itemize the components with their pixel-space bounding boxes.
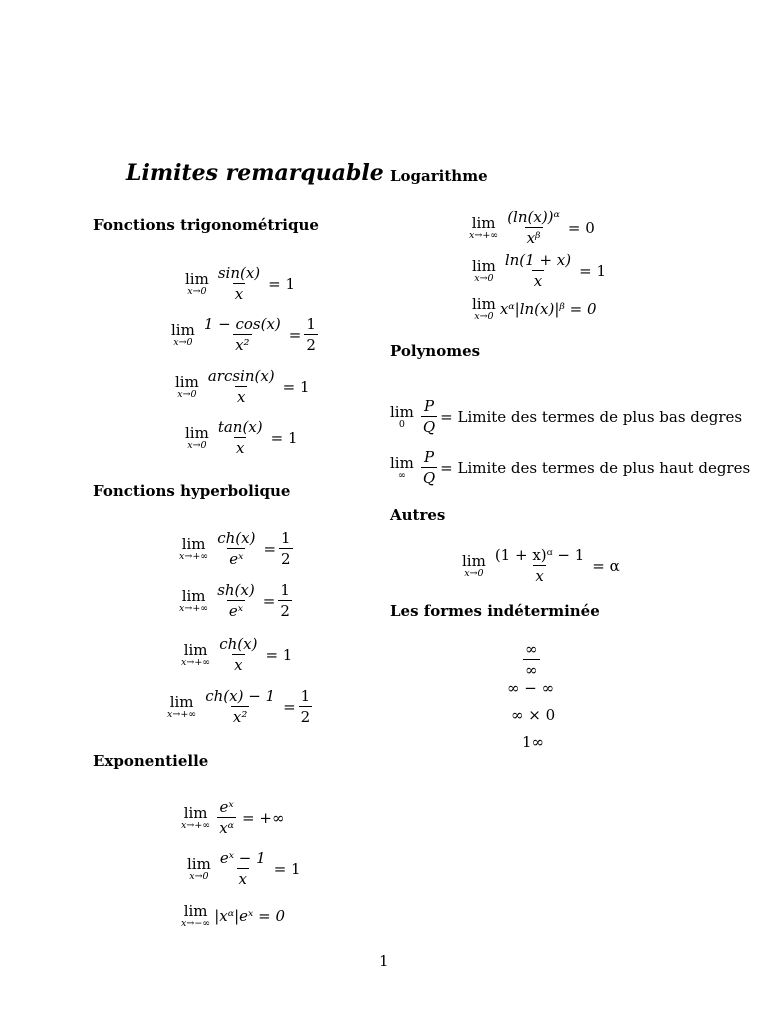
- indet-form-inf-minus-inf: ∞ − ∞: [507, 679, 555, 697]
- fraction: $\frac{P}{Q}$: [422, 397, 436, 436]
- fraction: $\frac{\text{eˣ}}{\text{xᵅ}}$: [219, 798, 235, 837]
- indet-form-1-pow-inf: 1∞: [522, 733, 545, 751]
- page-number: 1: [379, 952, 389, 970]
- formula-hyper-sh-ex: lim x→+∞ $\frac{sh(x)}{\text{eˣ}}$ = $\frac{1}{2}$: [179, 581, 290, 620]
- limit-operator: lim x→−∞: [181, 902, 211, 929]
- fraction: $\frac{ch(x)}{x}$: [219, 635, 258, 674]
- fraction: $\frac{ch(x) - 1}{\text{x²}}$: [205, 687, 276, 726]
- fraction: $\frac{\ln(1 + x)}{x}$: [504, 251, 572, 290]
- indet-form-inf-over-inf: [520, 641, 543, 679]
- formula-hyper-ch-minus-1: lim x→+∞ $\frac{ch(x) - 1}{\text{x²}}$ = $\frac{1}{2}$: [167, 687, 311, 726]
- fraction: $\frac{\text{eˣ − 1}}{x}$: [219, 849, 266, 888]
- formula-trig-cos: lim x→0 $\frac{1 - \cos(x)}{\text{x²}}$ = $\frac{1}{2}$: [171, 315, 316, 354]
- limit-operator: lim 0: [390, 403, 414, 430]
- section-heading-indet: Les formes indéterminée: [390, 602, 600, 620]
- fraction: $\frac{\text{(1 + x)ᵅ − 1}}{x}$: [494, 546, 585, 585]
- fraction: $\frac{\sin(x)}{x}$: [217, 264, 261, 303]
- formula-expo-2: lim x→0 $\frac{\text{eˣ − 1}}{x}$ = 1: [187, 849, 301, 888]
- formula-hyper-ch-ex: lim x→+∞ $\frac{ch(x)}{\text{eˣ}}$ = $\frac{1}{2}$: [179, 529, 291, 568]
- page-title: Limites remarquable: [126, 160, 384, 186]
- formula-poly-1: lim 0 $\frac{P}{Q}$ = Limite des termes de plus bas degres: [390, 397, 743, 436]
- formula-hyper-ch-x: lim x→+∞ $\frac{ch(x)}{x}$ = 1: [181, 635, 293, 674]
- limit-operator: lim x→+∞: [469, 214, 499, 241]
- formula-trig-sin: lim x→0 $\frac{\sin(x)}{x}$ = 1: [185, 264, 296, 303]
- fraction-result: $\frac{1}{2}$: [280, 581, 290, 620]
- formula-expo-3: lim x→−∞ |xᵅ|eˣ = 0: [181, 902, 285, 929]
- limit-operator: lim x→0: [462, 552, 486, 579]
- limit-operator: lim x→+∞: [181, 641, 211, 668]
- fraction-result: $\frac{1}{2}$: [300, 687, 311, 726]
- limit-operator: lim x→0: [472, 257, 496, 284]
- formula-autres-1: lim x→0 $\frac{\text{(1 + x)ᵅ − 1}}{x}$ = α: [462, 546, 620, 585]
- formula-trig-arcsin: lim x→0 $\frac{\arcsin(x)}{x}$ = 1: [175, 367, 310, 406]
- fraction: $\frac{1 - \cos(x)}{\text{x²}}$: [203, 315, 281, 354]
- fraction: $\frac{\tan(x)}{x}$: [217, 418, 263, 457]
- section-heading-expo: Exponentielle: [93, 752, 209, 770]
- fraction-result: $\frac{1}{2}$: [281, 529, 291, 568]
- limit-operator: lim x→+∞: [167, 693, 197, 720]
- limit-operator: lim ∞: [390, 454, 414, 481]
- limit-operator: lim x→0: [171, 321, 195, 348]
- section-heading-autres: Autres: [390, 506, 446, 524]
- section-heading-trig: Fonctions trigonométrique: [93, 216, 319, 234]
- section-heading-log: Logarithme: [390, 167, 488, 185]
- formula-log-2: lim x→0 $\frac{\ln(1 + x)}{x}$ = 1: [472, 251, 606, 290]
- limit-operator: lim x→0: [185, 270, 209, 297]
- fraction-result: $\frac{1}{2}$: [306, 315, 316, 354]
- limit-operator: lim x→0: [185, 424, 209, 451]
- limit-operator: lim x→0: [175, 373, 199, 400]
- formula-log-3: lim x→0 xᵅ|ln(x)|ᵝ = 0: [472, 295, 597, 322]
- limit-operator: lim x→+∞: [181, 804, 211, 831]
- formula-trig-tan: lim x→0 $\frac{\tan(x)}{x}$ = 1: [185, 418, 298, 457]
- section-heading-hyper: Fonctions hyperbolique: [93, 482, 291, 500]
- formula-expo-1: lim x→+∞ $\frac{\text{eˣ}}{\text{xᵅ}}$ = +∞: [181, 798, 285, 837]
- formula-poly-2: lim ∞ $\frac{P}{Q}$ = Limite des termes de plus haut degres: [390, 448, 751, 487]
- section-heading-poly: Polynomes: [390, 342, 481, 360]
- fraction: $\frac{\arcsin(x)}{x}$: [207, 367, 275, 406]
- fraction: $\frac{P}{Q}$: [422, 448, 436, 487]
- limit-operator: lim x→0: [472, 295, 496, 322]
- limit-operator: lim x→0: [187, 855, 211, 882]
- limit-operator: lim x→+∞: [179, 587, 209, 614]
- fraction: ∞ ∞: [525, 640, 538, 679]
- formula-log-1: lim x→+∞ $\frac{\text{(ln(x))ᵅ}}{\text{xᵝ}}$ = 0: [469, 208, 595, 247]
- limit-operator: lim x→+∞: [179, 535, 209, 562]
- fraction: $\frac{\text{(ln(x))ᵅ}}{\text{xᵝ}}$: [507, 208, 560, 247]
- indet-form-inf-times-0: ∞ × 0: [511, 706, 556, 724]
- fraction: $\frac{ch(x)}{\text{eˣ}}$: [217, 529, 256, 568]
- fraction: $\frac{sh(x)}{\text{eˣ}}$: [217, 581, 255, 620]
